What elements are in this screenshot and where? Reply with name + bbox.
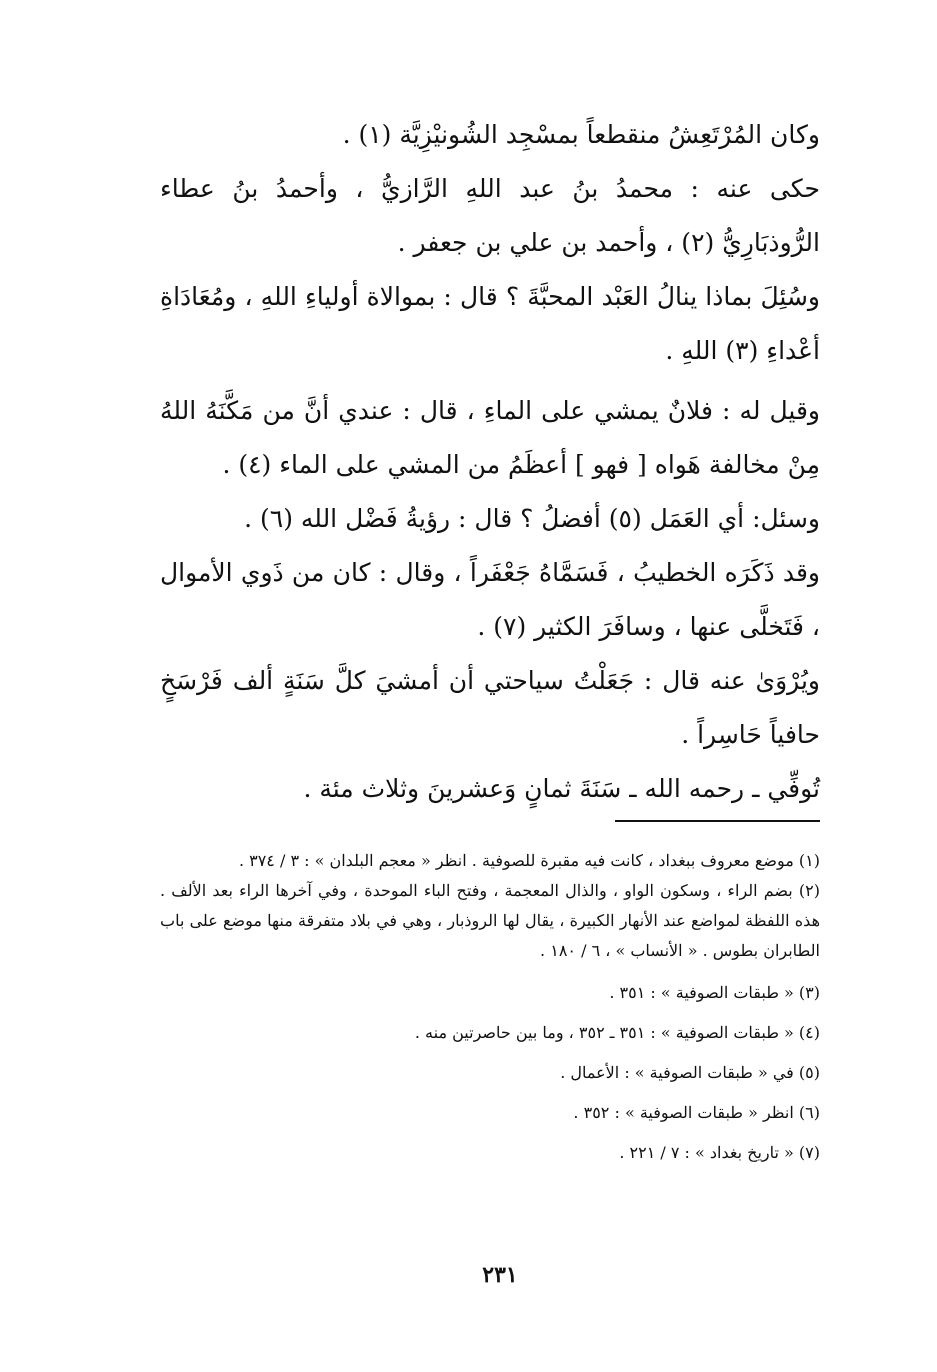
footnote-7: (٧) « تاريخ بغداد » : ٧ / ٢٢١ . <box>619 1143 820 1162</box>
footnote-4: (٤) « طبقات الصوفية » : ٣٥١ ـ ٣٥٢ ، وما بين حاصرتين منه . <box>414 1023 820 1042</box>
paragraph-narrators: حكى عنه : محمدُ بنُ عبد اللهِ الرَّازيُّ ، وأحمدُ بنُ عطاء الرُّوذبَارِيُّ (٢) ، وأحمد بن علي بن جعفر . <box>160 174 820 257</box>
paragraph-death-year: تُوفِّي ـ رحمه الله ـ سَنَةَ ثمانٍ وَعشرينَ وثلاث مئة . <box>303 774 820 803</box>
paragraph-journeys: ويُرْوَىٰ عنه قال : جَعَلْتُ سياحتي أن أمشيَ كلَّ سَنَةٍ ألف فَرْسَخٍ حافياً حَاسِراً . <box>160 666 820 749</box>
paragraph-khatib-mention: وقد ذَكَرَه الخطيبُ ، فَسَمَّاهُ جَعْفَراً ، وقال : كان من ذَوي الأموال ، فَتَخلَّى عنها ، وسافَرَ الكثير (٧) . <box>160 558 820 641</box>
paragraph-best-deed: وسئل: أي العَمَل (٥) أفضلُ ؟ قال : رؤيةُ فَضْل الله (٦) . <box>244 504 820 533</box>
footnote-divider <box>615 820 820 822</box>
footnote-2: (٢) بضم الراء ، وسكون الواو ، والذال المعجمة ، وفتح الباء الموحدة ، وفي آخرها الراء بعد الألف . هذه اللفظة لمواضع عند الأنهار الكبيرة ، يقال لها الروذبار ، وهي في بلاد متفرقة منها موضع على باب الطابران بطوس . « الأنساب » ، ٦ / ١٨٠ . <box>160 881 820 960</box>
paragraph-love-question: وسُئِلَ بماذا ينالُ العَبْد المحبَّةَ ؟ قال : بموالاة أولياءِ اللهِ ، ومُعَادَاةِ أعْداءِ (٣) اللهِ . <box>160 282 820 365</box>
paragraph-murtaish-mosque: وكان المُرْتَعِشُ منقطعاً بمسْجِد الشُونيْزِيَّة (١) . <box>342 120 820 149</box>
footnote-1: (١) موضع معروف ببغداد ، كانت فيه مقبرة للصوفية . انظر « معجم البلدان » : ٣ / ٣٧٤ . <box>238 851 820 870</box>
footnotes-section <box>160 846 820 1168</box>
main-text-body <box>160 108 820 816</box>
footnote-6: (٦) انظر « طبقات الصوفية » : ٣٥٢ . <box>573 1103 820 1122</box>
page-number: ٢٣١ <box>482 1262 518 1288</box>
footnote-3: (٣) « طبقات الصوفية » : ٣٥١ . <box>609 983 820 1002</box>
footnote-5: (٥) في « طبقات الصوفية » : الأعمال . <box>560 1063 820 1082</box>
paragraph-walking-on-water: وقيل له : فلانٌ يمشي على الماءِ ، قال : عندي أنَّ من مَكَّنَهُ اللهُ مِنْ مخالفة هَواه [ فهو ] أعظَمُ من المشي على الماء (٤) . <box>160 396 820 479</box>
